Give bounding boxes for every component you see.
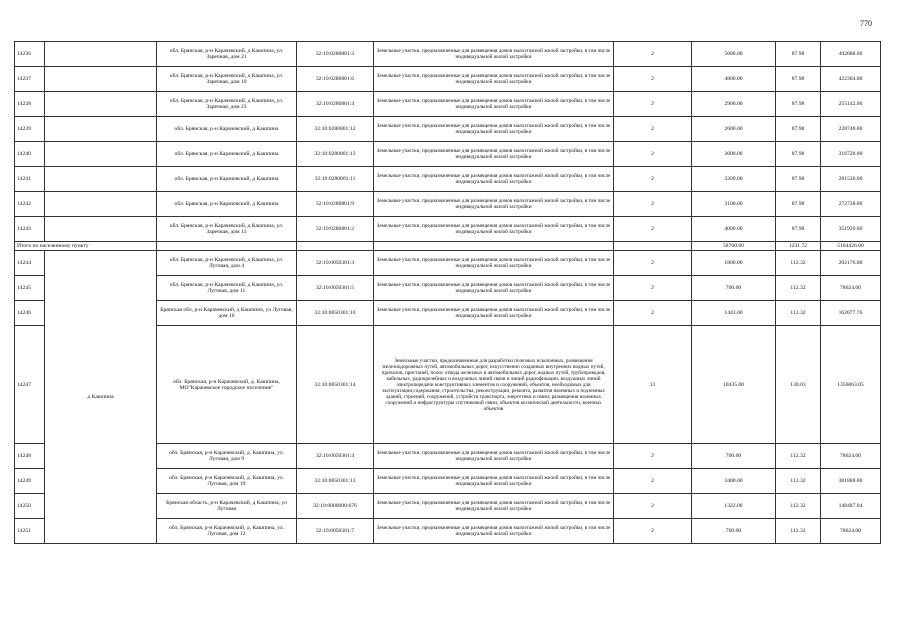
cell-cls: 2 [614, 142, 692, 167]
cell-gap [45, 92, 157, 117]
cell-label: Итого по населенному пункту [15, 242, 157, 251]
cell-cad: 32:10:0280801:3 [297, 42, 374, 67]
cell-val: 492688.00 [821, 42, 881, 67]
cell-cls [614, 242, 692, 251]
cell-addr: обл. Брянская, р-н Карачевский, д Кашпина, ул. Луговая, дом 4 [157, 251, 297, 276]
cell-cls: 2 [614, 276, 692, 301]
cell-area: 3200.00 [692, 167, 776, 192]
locality-cell: д Кашпина [45, 251, 157, 544]
cell-use: Земельные участки, предназначенные для размещения домов малоэтажной жилой застройки, в том числе индивидуальной жилой застройки [374, 494, 614, 519]
table-row [15, 117, 881, 142]
cell-gap [45, 142, 157, 167]
cell-gap [45, 42, 157, 67]
cell-gap [45, 192, 157, 217]
cell-rate: 87.98 [776, 117, 821, 142]
cell-area: 58700.00 [692, 242, 776, 251]
cell-addr: обл. Брянская, р-н Карачевский, д Кашпина, ул. Заречная, дом 13 [157, 217, 297, 242]
cell-use: Земельные участки, предназначенные для размещения домов малоэтажной жилой застройки, в том числе индивидуальной жилой застройки [374, 469, 614, 494]
cell-use: Земельные участки, предназначенные для размещения домов малоэтажной жилой застройки, в том числе индивидуальной жилой застройки [374, 167, 614, 192]
cell-rate: 112.32 [776, 301, 821, 326]
cell-val: 281536.00 [821, 167, 881, 192]
table-row [15, 67, 881, 92]
cell-use: Земельные участки, предназначенные для размещения домов малоэтажной жилой застройки, в том числе индивидуальной жилой застройки [374, 42, 614, 67]
cell-addr: обл. Брянская, р-н Карачевский, д Кашпина, ул. Заречная, дом 21 [157, 42, 297, 67]
cell-cad: 32:10:0280801:11 [297, 167, 374, 192]
cell-id: 14251 [15, 519, 45, 544]
cell-use: Земельные участки, предназначенные для разработки полезных ископаемых, размещения железнодорожных путей, автомобильных дорог, искусственно созданных внутренних водных путей, причалов, пристаней, полос отвода железных и автомобильных дорог, водных путей, трубопроводов, кабельных, радиорелейных и воздушных линий связи и линий радиофикации, воздушных линий электропередачи конструктивных элементов и сооружений, объектов, необходимых для эксплуатации,содержания, строительства, реконструкции, ремонта, развития наземных и подземных зданий, строений, сооружений, устройств транспорта, энергетики и связи; размещения наземных сооружений и инфраструктуры спутниковой связи, объектов космической деятельности, военных объектов [374, 326, 614, 444]
cell-rate: 87.98 [776, 67, 821, 92]
cell-area: 2900.00 [692, 92, 776, 117]
cell-addr: обл. Брянская, р-н Карачевский, д. Кашпина, ул. Луговая, дом 19 [157, 469, 297, 494]
cell-cad: 32:10:0280801:2 [297, 217, 374, 242]
cell-area: 3100.00 [692, 192, 776, 217]
cell-use: Земельные участки, предназначенные для размещения домов малоэтажной жилой застройки, в том числе индивидуальной жилой застройки [374, 444, 614, 469]
cell-cad: 32:10:0050301:3 [297, 251, 374, 276]
cell-rate: 87.98 [776, 92, 821, 117]
cell-use: Земельные участки, предназначенные для размещения домов малоэтажной жилой застройки, в том числе индивидуальной жилой застройки [374, 519, 614, 544]
cell-cls: 2 [614, 251, 692, 276]
cell-addr: Брянская область, р-н Карачевский, д Кашпина, ул Луговая [157, 494, 297, 519]
cell-id: 14236 [15, 42, 45, 67]
cell-use: Земельные участки, предназначенные для размещения домов малоэтажной жилой застройки, в том числе индивидуальной жилой застройки [374, 276, 614, 301]
cell-area: 700.00 [692, 519, 776, 544]
cell-cad: 32:10:0280801:12 [297, 117, 374, 142]
cell-cad: 32:10:0050301:13 [297, 469, 374, 494]
page-number: 770 [860, 19, 872, 28]
cell-cls: 2 [614, 192, 692, 217]
table-row [15, 167, 881, 192]
cell-cls: 2 [614, 301, 692, 326]
cell-id: 14240 [15, 142, 45, 167]
cell-val: 422304.00 [821, 67, 881, 92]
cell-cls: 2 [614, 469, 692, 494]
cell-rate: 87.98 [776, 42, 821, 67]
cell-area: 5600.00 [692, 42, 776, 67]
cell-val: 1356863.05 [821, 326, 881, 444]
cell-cad: 32:10:0280801:9 [297, 192, 374, 217]
cell-id: 14246 [15, 301, 45, 326]
cell-cad: 32:10:0050301:7 [297, 519, 374, 544]
cell-cls: 2 [614, 42, 692, 67]
cell-cls: 2 [614, 494, 692, 519]
cell-rate: 112.32 [776, 494, 821, 519]
cell-val: 78624.00 [821, 519, 881, 544]
table-body [15, 42, 881, 544]
cell-gap [45, 217, 157, 242]
cell-val: 272738.00 [821, 192, 881, 217]
cell-id: 14250 [15, 494, 45, 519]
cell-id: 14243 [15, 217, 45, 242]
land-registry-table [14, 41, 881, 544]
cell-rate: 112.32 [776, 251, 821, 276]
summary-row [15, 242, 881, 251]
cell-use: Земельные участки, предназначенные для размещения домов малоэтажной жилой застройки, в том числе индивидуальной жилой застройки [374, 192, 614, 217]
cell-gap [45, 167, 157, 192]
cell-val: 5164426.00 [821, 242, 881, 251]
cell-area: 1322.00 [692, 494, 776, 519]
cell-id: 14242 [15, 192, 45, 217]
cell-addr: обл. Брянская, р-н Карачевский, д. Кашпина, ул. Луговая, дом 9 [157, 444, 297, 469]
cell-use: Земельные участки, предназначенные для размещения домов малоэтажной жилой застройки, в том числе индивидуальной жилой застройки [374, 217, 614, 242]
cell-id: 14239 [15, 117, 45, 142]
cell-addr: обл. Брянская, р-н Карачевский, д Кашпина, ул. Заречная, дом 10 [157, 67, 297, 92]
cell-val: 316728.00 [821, 142, 881, 167]
cell-rate: 112.32 [776, 469, 821, 494]
cell-cad: 32:10:0000000:676 [297, 494, 374, 519]
cell-cls: 2 [614, 217, 692, 242]
cell-use: Земельные участки, предназначенные для размещения домов малоэтажной жилой застройки, в том числе индивидуальной жилой застройки [374, 142, 614, 167]
cell-cls: 2 [614, 444, 692, 469]
cell-cad: 32:10:0050301:14 [297, 326, 374, 444]
cell-val: 78624.00 [821, 444, 881, 469]
cell-addr: Брянская обл, р-н Карачевский, д Кашпина, ул Луговая, дом 16 [157, 301, 297, 326]
cell-addr: обл. Брянская, р-н Карачевский, д Кашпина, ул. Заречная, дом 23 [157, 92, 297, 117]
cell-gap [45, 117, 157, 142]
cell-val: 202176.00 [821, 251, 881, 276]
cell-addr [157, 242, 297, 251]
cell-val: 381888.00 [821, 469, 881, 494]
cell-addr: обл. Брянская, р-н Карачевский, д Кашпина [157, 167, 297, 192]
cell-use: Земельные участки, предназначенные для размещения домов малоэтажной жилой застройки, в том числе индивидуальной жилой застройки [374, 67, 614, 92]
cell-area: 1443.00 [692, 301, 776, 326]
cell-rate: 112.32 [776, 519, 821, 544]
cell-val: 351920.00 [821, 217, 881, 242]
cell-cad: 32:10:0050301:10 [297, 301, 374, 326]
cell-cad [297, 242, 374, 251]
table-row [15, 142, 881, 167]
cell-area: 3600.00 [692, 142, 776, 167]
cell-area: 3400.00 [692, 469, 776, 494]
cell-addr: обл. Брянская, р-н Карачевский, д. Кашпина, МО"Карачевское городское поселение" [157, 326, 297, 444]
cell-cad: 32:10:0050301:5 [297, 276, 374, 301]
cell-use [374, 242, 614, 251]
cell-area: 700.00 [692, 276, 776, 301]
cell-rate: 1231.72 [776, 242, 821, 251]
cell-id: 14248 [15, 444, 45, 469]
cell-use: Земельные участки, предназначенные для размещения домов малоэтажной жилой застройки, в том числе индивидуальной жилой застройки [374, 92, 614, 117]
table-row [15, 251, 881, 276]
cell-id: 14241 [15, 167, 45, 192]
cell-area: 10435.00 [692, 326, 776, 444]
cell-use: Земельные участки, предназначенные для размещения домов малоэтажной жилой застройки, в том числе индивидуальной жилой застройки [374, 117, 614, 142]
cell-cls: 2 [614, 67, 692, 92]
cell-val: 228748.00 [821, 117, 881, 142]
cell-rate: 87.98 [776, 192, 821, 217]
cell-id: 14238 [15, 92, 45, 117]
cell-val: 162077.76 [821, 301, 881, 326]
cell-cls: 13 [614, 326, 692, 444]
cell-addr: обл. Брянская, р-н Карачевский, д Кашпина [157, 142, 297, 167]
cell-id: 14247 [15, 326, 45, 444]
table-row [15, 192, 881, 217]
cell-rate: 130.03 [776, 326, 821, 444]
cell-id: 14245 [15, 276, 45, 301]
cell-cls: 2 [614, 167, 692, 192]
cell-gap [45, 67, 157, 92]
cell-addr: обл. Брянская, р-н Карачевский, д Кашпина, ул. Луговая, дом 11 [157, 276, 297, 301]
cell-addr: обл. Брянская, р-н Карачевский, д. Кашпина, ул. Луговая, дом 12 [157, 519, 297, 544]
cell-rate: 112.32 [776, 444, 821, 469]
table-row [15, 217, 881, 242]
cell-id: 14249 [15, 469, 45, 494]
cell-rate: 87.98 [776, 167, 821, 192]
cell-addr: обл. Брянская, р-н Карачевский, д Кашпина [157, 192, 297, 217]
cell-addr: обл. Брянская, р-н Карачевский, д Кашпина [157, 117, 297, 142]
cell-use: Земельные участки, предназначенные для размещения домов малоэтажной жилой застройки, в том числе индивидуальной жилой застройки [374, 301, 614, 326]
cell-cad: 32:10:0280801:4 [297, 92, 374, 117]
cell-val: 78624.00 [821, 276, 881, 301]
cell-cad: 32:10:0280801:6 [297, 67, 374, 92]
table-row [15, 42, 881, 67]
cell-cad: 32:10:0280801:13 [297, 142, 374, 167]
cell-area: 4000.00 [692, 217, 776, 242]
cell-cad: 32:10:0050301:4 [297, 444, 374, 469]
cell-cls: 2 [614, 519, 692, 544]
cell-area: 2600.00 [692, 117, 776, 142]
cell-area: 4800.00 [692, 67, 776, 92]
cell-cls: 2 [614, 117, 692, 142]
cell-rate: 112.32 [776, 276, 821, 301]
cell-id: 14237 [15, 67, 45, 92]
cell-use: Земельные участки, предназначенные для размещения домов малоэтажной жилой застройки, в том числе индивидуальной жилой застройки [374, 251, 614, 276]
cell-cls: 2 [614, 92, 692, 117]
cell-val: 148487.04 [821, 494, 881, 519]
cell-area: 1800.00 [692, 251, 776, 276]
cell-rate: 87.98 [776, 217, 821, 242]
cell-id: 14244 [15, 251, 45, 276]
table-row [15, 92, 881, 117]
cell-area: 700.00 [692, 444, 776, 469]
cell-rate: 87.98 [776, 142, 821, 167]
cell-val: 255142.00 [821, 92, 881, 117]
